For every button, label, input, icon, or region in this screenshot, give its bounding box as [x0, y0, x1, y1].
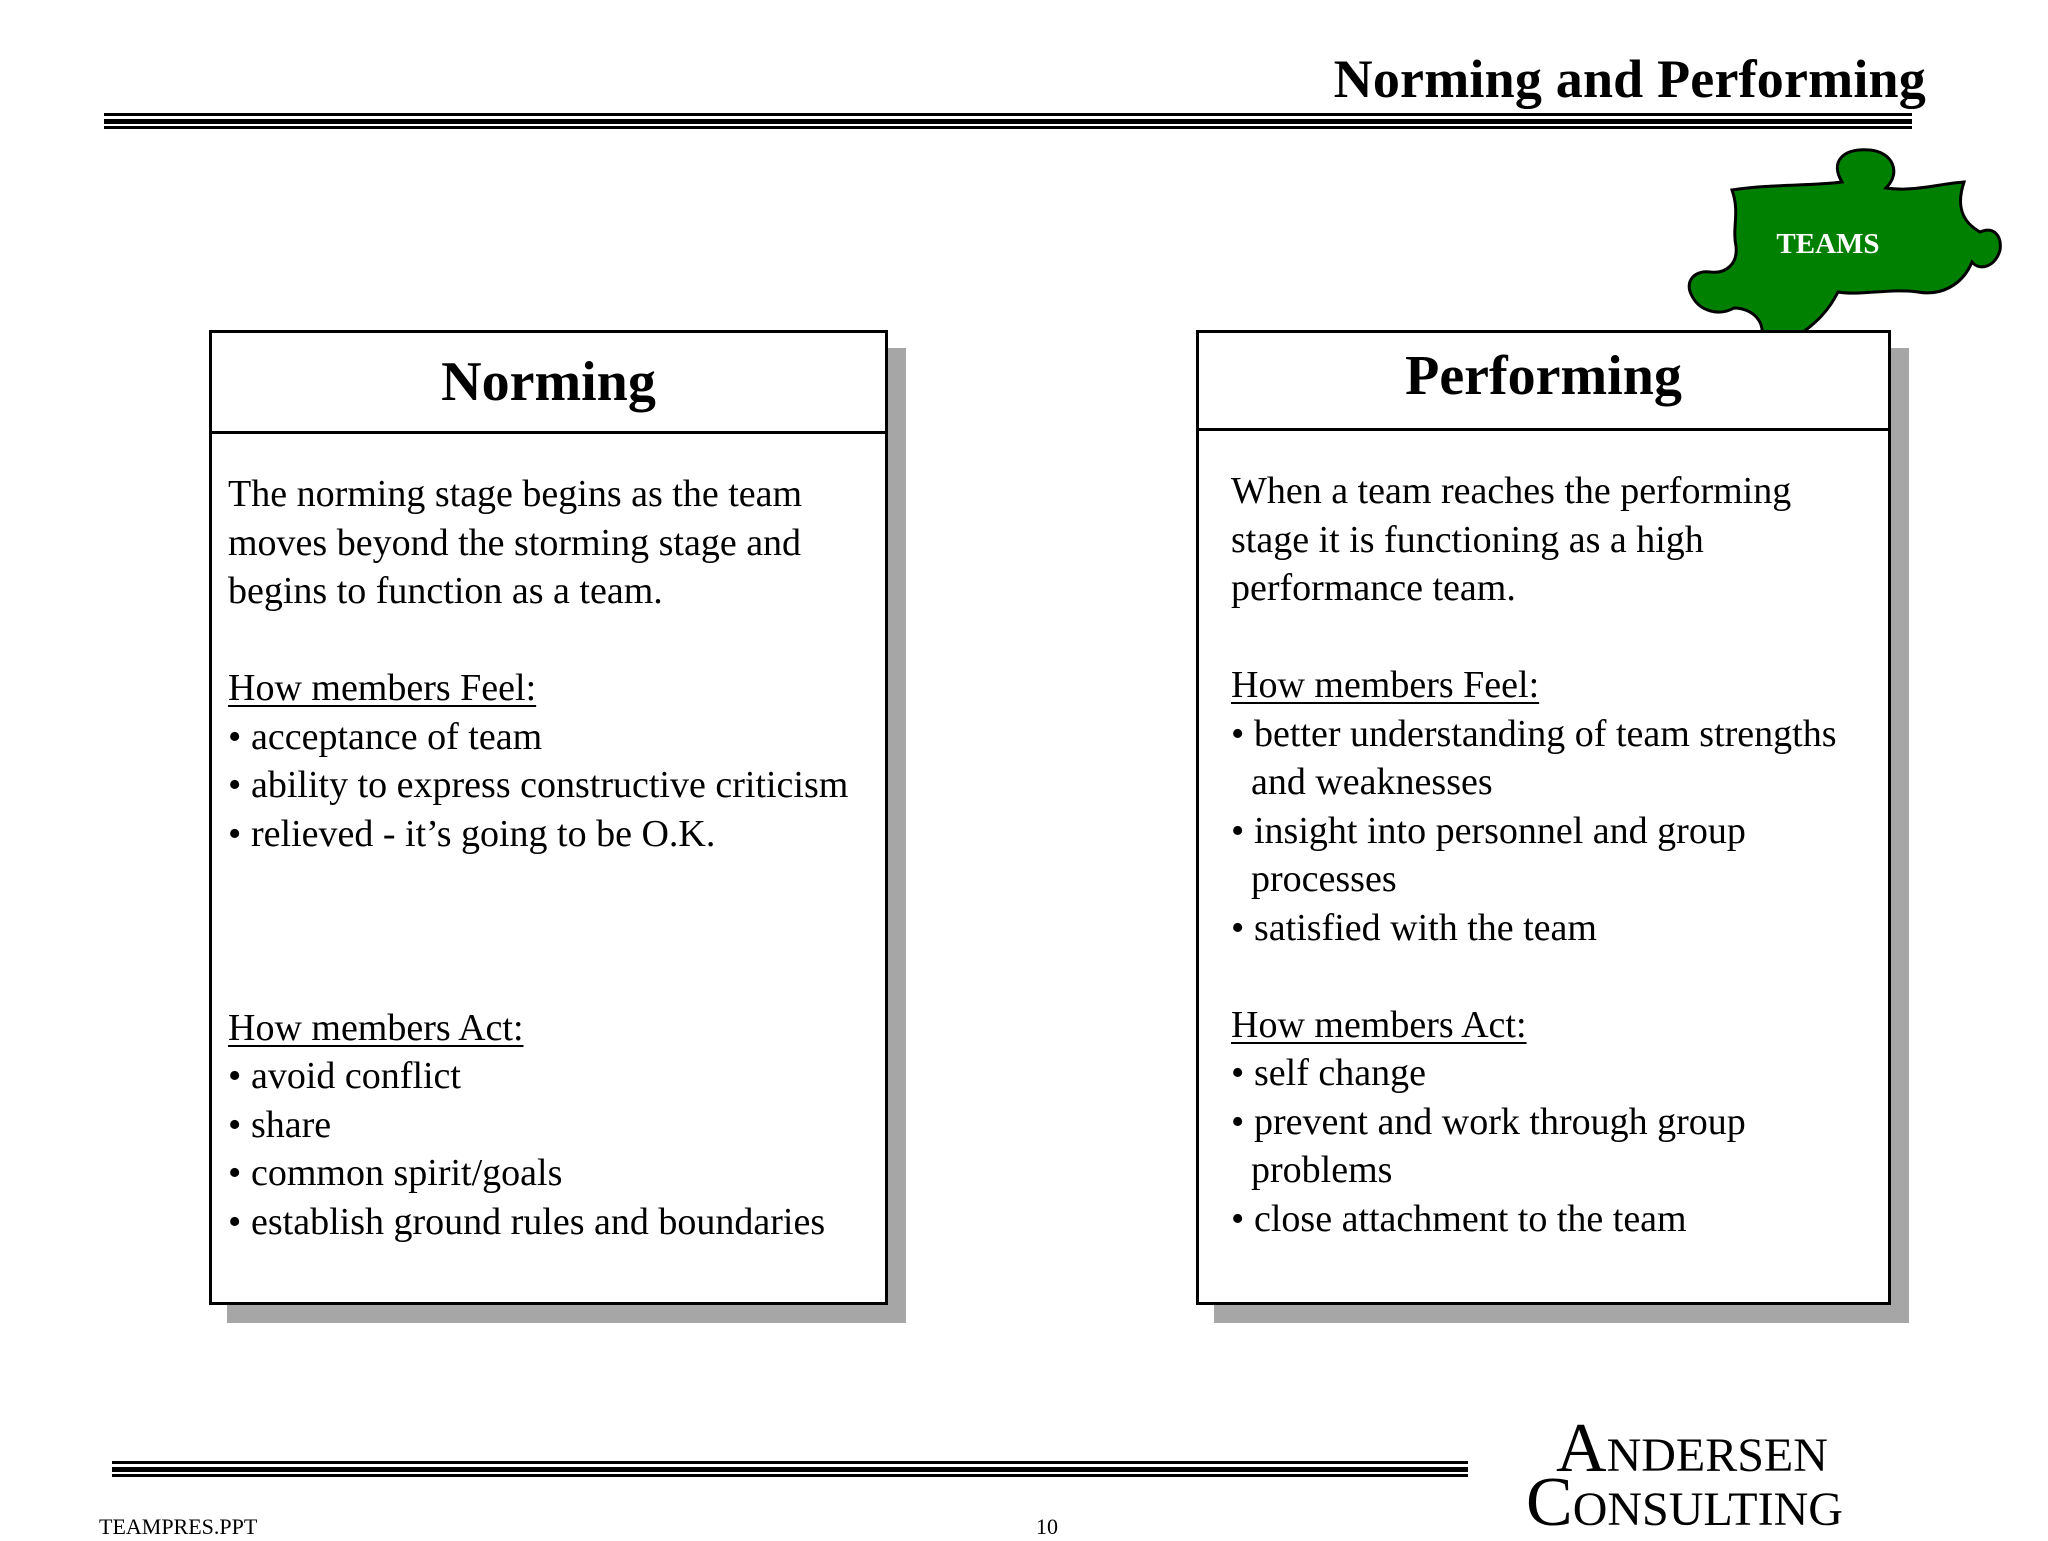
puzzle-piece-icon — [1680, 146, 2020, 358]
list-item-continuation: processes — [1251, 858, 1397, 900]
norming-panel — [209, 330, 888, 1305]
feel-heading: How members Feel: — [1231, 664, 1540, 706]
norming-intro — [228, 470, 885, 616]
list-item: • satisfied with the team — [1231, 906, 1597, 949]
intro-line: The norming stage begins as the team — [228, 473, 803, 515]
company-logo: ANDERSEN CONSULTING — [1526, 1410, 1843, 1541]
page-number: 10 — [1036, 1514, 1058, 1539]
act-heading: How members Act: — [1231, 1003, 1527, 1046]
performing-panel-body — [1199, 431, 1888, 1243]
list-item-continuation: problems — [1251, 1149, 1393, 1191]
norming-panel-body — [212, 434, 885, 1246]
norming-panel-title: Norming — [212, 333, 885, 434]
list-item-continuation: and weaknesses — [1251, 761, 1493, 803]
intro-line: performance team. — [1231, 567, 1516, 609]
list-item: • acceptance of team — [228, 715, 543, 758]
intro-line: stage it is functioning as a high — [1231, 518, 1704, 561]
performing-panel-title: Performing — [1199, 333, 1888, 431]
list-item: • better understanding of team strengths — [1231, 712, 1837, 755]
feel-heading: How members Feel: — [228, 667, 537, 709]
header-rule — [104, 113, 1912, 129]
list-item: • self change — [1231, 1052, 1426, 1094]
list-item: • establish ground rules and boundaries — [228, 1200, 826, 1243]
list-item: • relieved - it’s going to be O.K. — [228, 812, 716, 855]
footer-filename: TEAMPRES.PPT — [99, 1514, 258, 1539]
act-heading: How members Act: — [228, 1006, 524, 1049]
list-item: • close attachment to the team — [1231, 1197, 1687, 1240]
list-item: • prevent and work through group — [1231, 1100, 1746, 1143]
performing-panel — [1196, 330, 1891, 1305]
performing-intro — [1231, 467, 1888, 613]
puzzle-label: TEAMS — [1776, 228, 1880, 260]
list-item: • avoid conflict — [228, 1055, 461, 1097]
slide-title: Norming and Performing — [1333, 49, 1926, 109]
intro-line: moves beyond the storming stage and — [228, 521, 802, 564]
intro-line: begins to function as a team. — [228, 570, 663, 612]
list-item: • ability to express constructive criticism — [228, 764, 849, 806]
list-item: • insight into personnel and group — [1231, 809, 1746, 852]
footer-rule — [112, 1461, 1468, 1477]
list-item: • share — [228, 1103, 332, 1146]
list-item: • common spirit/goals — [228, 1152, 563, 1194]
intro-line: When a team reaches the performing — [1231, 470, 1792, 512]
